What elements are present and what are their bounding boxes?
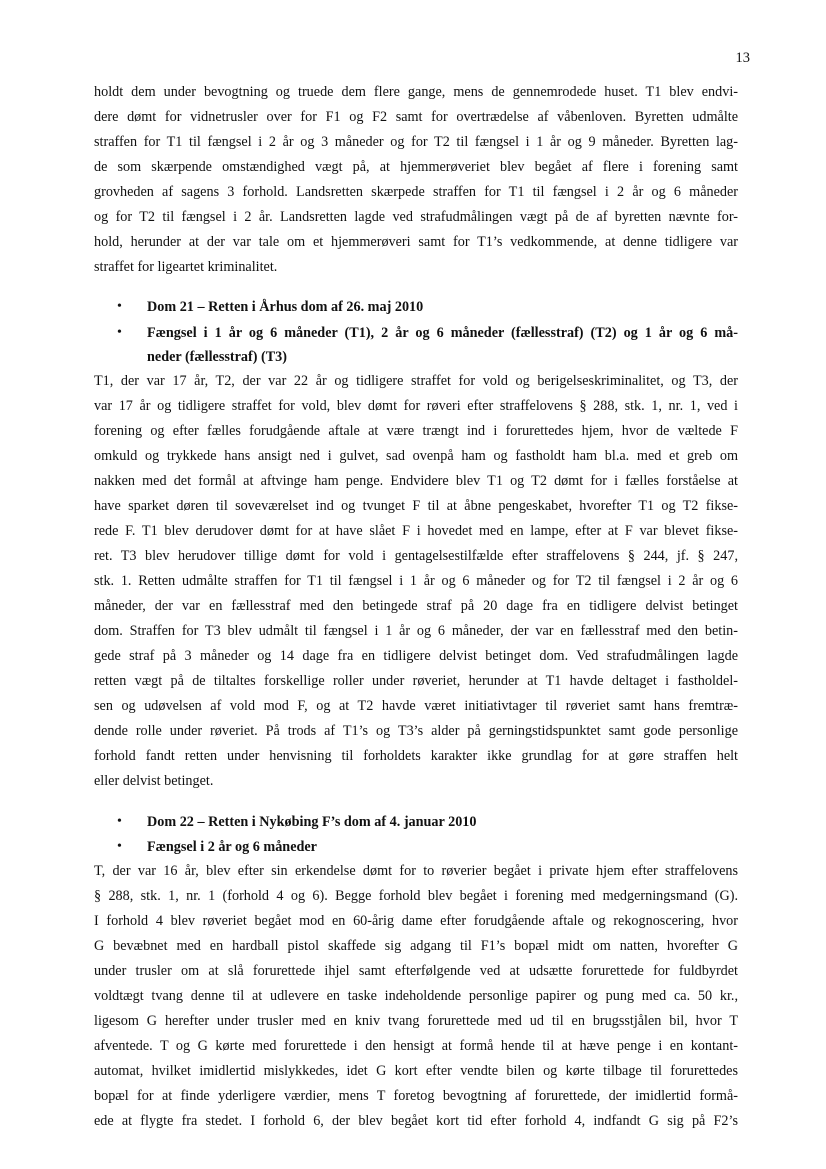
paragraph-line: T1, der var 17 år, T2, der var 22 år og tidligere straffet for vold og berigelseskriminalitet, og T3, der bbox=[94, 373, 738, 389]
paragraph-line: dere dømt for vidnetrusler over for F1 og F2 samt for overtrædelse af våbenloven. Byretten udmålte bbox=[94, 109, 738, 125]
paragraph-line: forening og efter fælles forudgående aftale at være trængt ind i forurettedes hjem, hvor de væltede F bbox=[94, 423, 738, 439]
paragraph-line: var 17 år og tidligere straffet for vold, blev dømt for røveri efter straffelovens § 288, stk. 1, nr. 1, ved i bbox=[94, 398, 738, 414]
paragraph-line: voldtægt tvang denne til at udlevere en taske indeholdende personlige papirer og pung med ca. 50 kr., bbox=[94, 988, 738, 1004]
paragraph-line: under trusler om at slå forurettede ihjel samt efterfølgende ved at udsætte forurettede for fuldbyrdet bbox=[94, 963, 738, 979]
case-sentence: Fængsel i 2 år og 6 måneder bbox=[147, 839, 317, 855]
case-title: Dom 22 – Retten i Nykøbing F’s dom af 4. januar 2010 bbox=[147, 814, 477, 830]
paragraph-line: stk. 1. Retten udmålte straffen for T1 til fængsel i 1 år og 6 måneder og for T2 til fængsel i 2 år og 6 bbox=[94, 573, 738, 589]
paragraph-line: forhold fandt retten under henvisning til forholdets karakter ikke grundlag for at gøre straffen helt bbox=[94, 748, 738, 764]
paragraph-line: bopæl for at finde yderligere værdier, mens T foretog bevogtning af forurettede, der imidlertid formå- bbox=[94, 1088, 738, 1104]
bullet-icon: • bbox=[117, 839, 122, 854]
paragraph-line: § 288, stk. 1, nr. 1 (forhold 4 og 6). Begge forhold blev begået i forening med medgerningsmand (G). bbox=[94, 888, 738, 904]
paragraph-line: dom. Straffen for T3 blev udmålt til fængsel i 1 år og 6 måneder, der var en fællesstraf med den betin- bbox=[94, 623, 738, 639]
paragraph-line: straffen for T1 til fængsel i 2 år og 3 måneder og for T2 til fængsel i 1 år og 9 måneder. Byretten lag- bbox=[94, 134, 738, 150]
paragraph-line: omkuld og trykkede hans ansigt ned i gulvet, sad ovenpå ham og fastholdt ham bl.a. med et greb om bbox=[94, 448, 738, 464]
paragraph-line: de som skærpende omstændighed vægt på, at hjemmerøveriet blev begået af flere i forening samt bbox=[94, 159, 738, 175]
paragraph-line: ret. T3 blev herudover tillige dømt for vold i gentagelsestilfælde efter straffelovens § 244, jf. § 247, bbox=[94, 548, 738, 564]
paragraph-line: rede F. T1 blev derudover dømt for at have slået F i hovedet med en lampe, efter at F var blevet fikse- bbox=[94, 523, 738, 539]
page-number: 13 bbox=[735, 50, 750, 66]
paragraph-line: holdt dem under bevogtning og truede dem flere gange, mens de gennemrodede huset. T1 blev endvi- bbox=[94, 84, 738, 100]
paragraph-line: afventede. T og G kørte med forurettede i den hensigt at formå hende til at hæve penge i en kontant- bbox=[94, 1038, 738, 1054]
paragraph-line: hold, herunder at der var tale om et hjemmerøveri samt for T1’s vedkommende, at denne tidligere var bbox=[94, 234, 738, 250]
paragraph-line: automat, hvilket imidlertid mislykkedes, idet G kort efter vendte bilen og kørte tilbage til forurettedes bbox=[94, 1063, 738, 1079]
paragraph-line: have sparket døren til soveværelset ind og tvunget F til at åbne pengeskabet, hvorefter T1 og T2 fikse- bbox=[94, 498, 738, 514]
bullet-icon: • bbox=[117, 325, 122, 340]
paragraph-line: I forhold 4 blev røveriet begået mod en 60-årig dame efter forudgående aftale og rekognoscering, hvor bbox=[94, 913, 738, 929]
bullet-icon: • bbox=[117, 299, 122, 314]
paragraph-line: nakken med det formål at aftvinge ham penge. Endvidere blev T1 og T2 dømt for i fælles forståelse at bbox=[94, 473, 738, 489]
paragraph-line: måneder, der var en fællesstraf med den betingede straf på 20 dage fra en tidligere delvist betinget bbox=[94, 598, 738, 614]
paragraph-line: straffet for ligeartet kriminalitet. bbox=[94, 259, 278, 275]
bullet-icon: • bbox=[117, 814, 122, 829]
paragraph-line: ligesom G herefter under trusler med en kniv tvang forurettede med ud til en brugsstjålen bil, hvor T bbox=[94, 1013, 738, 1029]
paragraph-line: og for T2 til fængsel i 2 år. Landsretten lagde ved strafudmålingen vægt på de af byretten nævnte for- bbox=[94, 209, 738, 225]
paragraph-line: retten vægt på de tiltaltes forskellige roller under røveriet, herunder at T1 havde deltaget i fastholdel- bbox=[94, 673, 738, 689]
paragraph-line: dende rolle under røveriet. På trods af T1’s og T3’s alder på gerningstidspunktet samt gode personlige bbox=[94, 723, 738, 739]
paragraph-line: grovheden af sagens 3 forhold. Landsretten skærpede straffen for T1 til fængsel i 2 år og 6 måneder bbox=[94, 184, 738, 200]
paragraph-line: T, der var 16 år, blev efter sin erkendelse dømt for to røverier begået i private hjem efter straffelovens bbox=[94, 863, 738, 879]
paragraph-line: gede straf på 3 måneder og 14 dage fra en tidligere delvist betinget dom. Ved strafudmålingen lagde bbox=[94, 648, 738, 664]
paragraph-line: eller delvist betinget. bbox=[94, 773, 214, 789]
paragraph-line: sen og udøvelsen af vold mod F, og at T2 havde været initiativtager til røveriet samt hans fremtræ- bbox=[94, 698, 738, 714]
case-sentence: neder (fællesstraf) (T3) bbox=[147, 349, 287, 365]
paragraph-line: ede at flygte fra stedet. I forhold 6, der blev begået kort tid efter forhold 4, indfandt G sig på F2’s bbox=[94, 1113, 738, 1129]
paragraph-line: G bevæbnet med en hardball pistol skaffede sig adgang til F1’s bopæl midt om natten, hvorefter G bbox=[94, 938, 738, 954]
case-title: Dom 21 – Retten i Århus dom af 26. maj 2010 bbox=[147, 299, 424, 315]
case-sentence: Fængsel i 1 år og 6 måneder (T1), 2 år og 6 måneder (fællesstraf) (T2) og 1 år og 6 må- bbox=[147, 325, 738, 341]
